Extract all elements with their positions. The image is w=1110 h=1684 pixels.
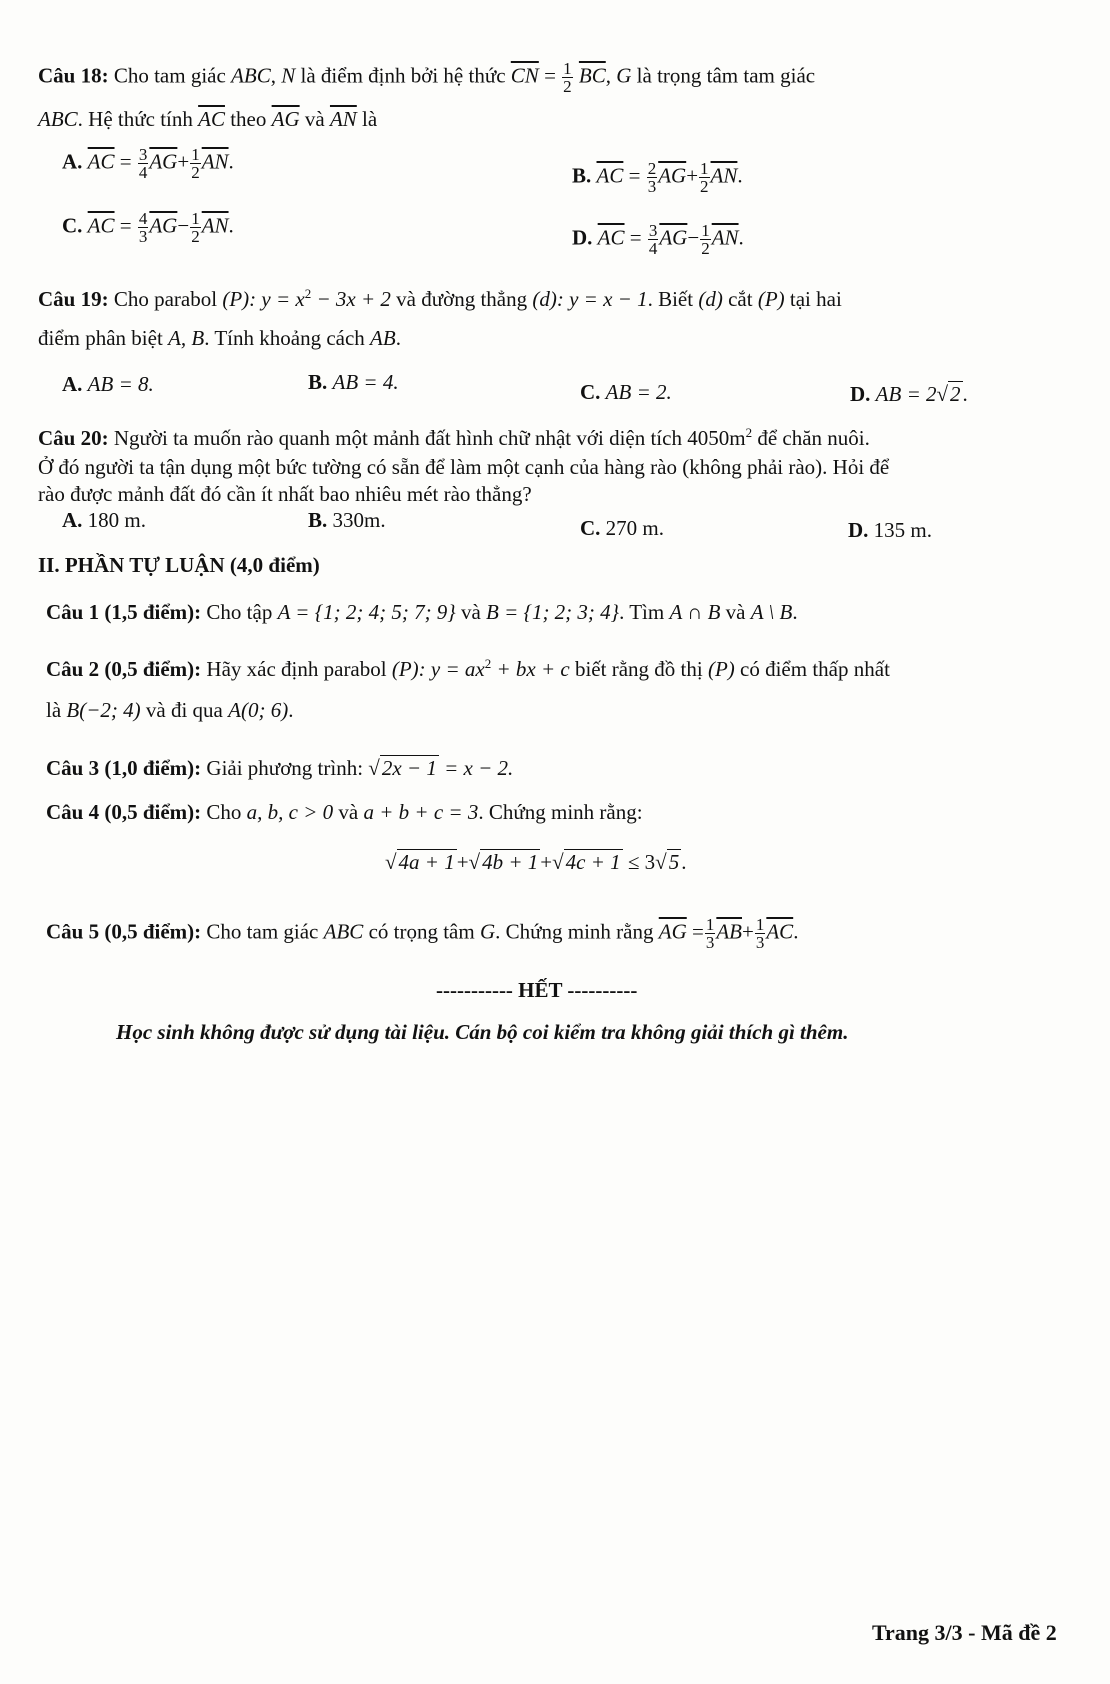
q19-eq1b: − 3x + 2 [311, 287, 391, 311]
frac-den: 2 [191, 227, 200, 246]
radicand: 4c + 1 [565, 850, 621, 874]
frac-den: 4 [648, 239, 658, 258]
q19-cat: cắt [728, 287, 753, 311]
vec-ag: $\overline{AG}$ [658, 919, 687, 944]
frac-num: 1 [701, 221, 710, 240]
e2-ptB: B(−2; 4) [66, 698, 141, 722]
vec-an: $\overline{AN}$ [201, 149, 229, 174]
q20-label: Câu 20: [38, 426, 109, 450]
q20-line2: Ở đó người ta tận dụng một bức tường có sẵn để làm một cạnh của hàng rào (không phải rào). Hỏi để [38, 455, 890, 479]
end: . [962, 382, 968, 406]
eq: = [119, 149, 132, 174]
q20-option-c [580, 516, 664, 541]
op: − [687, 225, 700, 250]
e1-va: và [460, 600, 481, 624]
option-value: 270 m. [605, 516, 665, 540]
q19-text4: tại hai [789, 287, 842, 311]
e2-line1 [46, 656, 890, 682]
e4-line1 [46, 800, 643, 825]
le: ≤ 3 [627, 850, 656, 874]
q18-vec-ag: $\overline{AG}$ [271, 107, 300, 131]
e1-label: Câu 1 (1,5 điểm): [46, 600, 202, 624]
q20-line3: rào được mảnh đất đó cần ít nhất bao nhiêu mét rào thẳng? [38, 482, 532, 506]
option-label: B. [308, 370, 328, 394]
frac [755, 916, 766, 951]
frac-num: 3 [138, 145, 148, 164]
q19-eq1: : y = x [249, 287, 305, 311]
frac-num: 1 [191, 145, 200, 164]
q20-area-sup: 2 [745, 425, 753, 440]
e5-text: Cho tam giác [206, 919, 319, 944]
q19-label: Câu 19: [38, 287, 109, 311]
frac [190, 146, 201, 181]
q20-line1 [38, 425, 870, 451]
q20-line1b: để chăn nuôi. [757, 426, 870, 450]
vec-ag: $\overline{AG}$ [658, 163, 687, 188]
e3-label: Câu 3 (1,0 điểm): [46, 756, 202, 780]
radicand: 4b + 1 [482, 850, 539, 874]
q18-g: G [616, 63, 632, 88]
q19-line2c: . [395, 326, 401, 350]
end: . [228, 149, 234, 174]
e2-line2b: và đi qua [145, 698, 223, 722]
frac-num: 1 [755, 915, 765, 934]
e4-label: Câu 4 (0,5 điểm): [46, 800, 202, 824]
e2-p: (P) [391, 657, 419, 681]
vec-ac: $\overline{AC}$ [597, 225, 625, 250]
q18-sep: , [270, 63, 276, 88]
e4-text2: . Chứng minh rằng: [478, 800, 643, 824]
end: . [737, 163, 743, 188]
e2-text: Hãy xác định parabol [206, 657, 387, 681]
radicand: 5 [668, 850, 680, 874]
op: − [177, 213, 190, 238]
q18-frac [562, 60, 573, 95]
e4-cond1: a, b, c > 0 [246, 800, 334, 824]
sqrt: √4c + 1 [552, 850, 621, 874]
option-label: A. [62, 149, 83, 174]
e1-inter: A ∩ B [669, 600, 721, 624]
q19-line2b: . Tính khoảng cách [204, 326, 365, 350]
e5-text3: . Chứng minh rằng [495, 919, 654, 944]
e2-text3: có điểm thấp nhất [740, 657, 890, 681]
q20-line1-text: Người ta muốn rào quanh một mảnh đất hình chữ nhật với diện tích [113, 426, 682, 450]
q18-text: Cho tam giác [113, 63, 226, 88]
q18-theo: theo [230, 107, 267, 131]
option-value: AB = 4. [332, 370, 399, 394]
q19-text3: . Biết [647, 287, 694, 311]
e2-eq: : y = ax [418, 657, 485, 681]
e3-line [46, 756, 513, 781]
frac-den: 3 [755, 933, 765, 952]
plus: + [456, 850, 469, 874]
q18-line2 [38, 107, 377, 132]
sqrt: √4b + 1 [468, 850, 539, 874]
exam-note: Học sinh không được sử dụng tài liệu. Cán bộ coi kiểm tra không giải thích gì thêm. [116, 1020, 849, 1044]
vec-ag: $\overline{AG}$ [149, 213, 178, 238]
frac [705, 916, 716, 951]
frac-num: 4 [138, 209, 148, 228]
q19-sq: 2 [304, 286, 312, 301]
eq: = [692, 919, 704, 944]
vec-ac: $\overline{AC}$ [87, 149, 115, 174]
frac [700, 222, 711, 257]
e4-va: và [338, 800, 359, 824]
frac-num: 2 [647, 159, 657, 178]
frac-den: 2 [191, 163, 200, 182]
option-label: C. [62, 213, 83, 238]
option-label: A. [62, 508, 83, 532]
frac [138, 210, 149, 245]
e4-cond2: a + b + c = 3 [363, 800, 479, 824]
option-label: C. [580, 380, 601, 404]
e1-setA: A = {1; 2; 4; 5; 7; 9} [277, 600, 456, 624]
vec-ab: $\overline{AB}$ [716, 919, 742, 944]
q18-option-c [62, 210, 234, 245]
q19-text: Cho parabol [113, 287, 218, 311]
q18-line2-text: . Hệ thức tính [77, 107, 193, 131]
end: . [228, 213, 234, 238]
e5-g: G [479, 919, 496, 944]
q20-option-d [848, 518, 932, 543]
option-label: B. [572, 163, 592, 188]
q20-option-b [308, 508, 386, 533]
option-value: 135 m. [873, 518, 933, 542]
q19-d2: (d) [698, 287, 723, 311]
q18-text2: là điểm định bởi hệ thức [300, 63, 506, 88]
e2-line2a: là [46, 698, 62, 722]
end: . [738, 225, 744, 250]
q18-abc2: ABC [38, 107, 78, 131]
radicand: 2x − 1 [381, 756, 437, 780]
vec-ac: $\overline{AC}$ [87, 213, 115, 238]
q18-n: N [281, 63, 296, 88]
q19-d: (d) [532, 287, 557, 311]
q19-ab-pts: A, B [168, 326, 205, 350]
q18-abc: ABC [231, 63, 271, 88]
e3-text: Giải phương trình: [206, 756, 364, 780]
e4-text: Cho [206, 800, 242, 824]
e2-line2 [46, 698, 293, 723]
e1-end: . [792, 600, 798, 624]
frac-den: 4 [138, 163, 148, 182]
q18-la: là [362, 107, 378, 131]
q18-vec-cn: $\overline{CN}$ [510, 63, 539, 88]
end: . [793, 919, 799, 944]
frac [190, 210, 201, 245]
e1-setB: B = {1; 2; 3; 4} [486, 600, 620, 624]
frac [648, 222, 659, 257]
plus: + [742, 919, 754, 944]
e5-abc: ABC [323, 919, 364, 944]
frac-num: 3 [648, 221, 658, 240]
e2-label: Câu 2 (0,5 điểm): [46, 657, 202, 681]
q19-option-a [62, 372, 154, 397]
option-value: 180 m. [87, 508, 147, 532]
q18-label: Câu 18: [38, 63, 109, 88]
q19-option-c [580, 380, 672, 405]
e1-text: Cho tập [206, 600, 273, 624]
q19-ab: AB [370, 326, 396, 350]
q18-vec-ac: $\overline{AC}$ [198, 107, 225, 131]
end-mark: ----------- HẾT ---------- [436, 978, 638, 1002]
e5-label: Câu 5 (0,5 điểm): [46, 919, 202, 944]
vec-an: $\overline{AN}$ [201, 213, 229, 238]
q20-area: 4050m [687, 426, 746, 450]
vec-ag: $\overline{AG}$ [659, 225, 688, 250]
eq: = [629, 225, 642, 250]
frac-num: 1 [705, 915, 715, 934]
frac [647, 160, 658, 195]
option-label: D. [848, 518, 869, 542]
e2-p2: (P) [707, 657, 735, 681]
q18-vec-an: $\overline{AN}$ [329, 107, 357, 131]
q18-eq: = [544, 63, 556, 88]
e2-eqb: + bx + c [491, 657, 570, 681]
e2-sq: 2 [484, 656, 492, 671]
e4-inequality [385, 850, 686, 875]
q19-p2: (P) [757, 287, 785, 311]
option-label: D. [572, 225, 593, 250]
vec-an: $\overline{AN}$ [711, 225, 739, 250]
e1-line [46, 600, 798, 625]
q19-line2 [38, 326, 401, 351]
e2-text2: biết rằng đồ thị [574, 657, 703, 681]
e2-end: . [288, 698, 294, 722]
q19-option-d [850, 382, 968, 407]
frac-num: 1 [563, 59, 572, 78]
frac-den: 2 [701, 239, 710, 258]
q18-sep2: , [605, 63, 611, 88]
frac-num: 1 [191, 209, 200, 228]
radicand: 4a + 1 [398, 850, 455, 874]
frac-den: 3 [705, 933, 715, 952]
q18-option-a [62, 146, 234, 181]
q19-eq2: : y = x − 1 [556, 287, 648, 311]
option-value: AB = 8. [87, 372, 154, 396]
eq: = [628, 163, 641, 188]
vec-ac: $\overline{AC}$ [766, 919, 794, 944]
page-footer: Trang 3/3 - Mã đề 2 [872, 1620, 1057, 1645]
e1-diff: A \ B [750, 600, 793, 624]
q18-line1 [38, 60, 815, 95]
sqrt: √2x − 1 [368, 756, 437, 780]
frac-den: 2 [700, 177, 709, 196]
frac-den: 2 [563, 77, 572, 96]
op: + [177, 149, 190, 174]
q18-option-b [572, 160, 743, 195]
vec-ac: $\overline{AC}$ [596, 163, 624, 188]
radicand: 2 [950, 382, 961, 406]
q18-vec-bc: $\overline{BC}$ [578, 63, 606, 88]
option-value: 330m. [332, 508, 386, 532]
frac [699, 160, 710, 195]
section-title: II. PHẦN TỰ LUẬN (4,0 điểm) [38, 553, 320, 577]
e1-va2: và [725, 600, 746, 624]
op: + [686, 163, 699, 188]
frac-num: 1 [700, 159, 709, 178]
option-value: AB = 2. [605, 380, 672, 404]
eq: = [119, 213, 132, 238]
frac-den: 3 [647, 177, 657, 196]
plus: + [540, 850, 553, 874]
q19-line1 [38, 286, 842, 312]
option-label: C. [580, 516, 601, 540]
sqrt: √4a + 1 [385, 850, 455, 874]
q20-option-a [62, 508, 146, 533]
frac-den: 3 [138, 227, 148, 246]
e2-ptA: A(0; 6) [228, 698, 289, 722]
sqrt: √5 [655, 850, 680, 874]
q18-option-d [572, 222, 744, 257]
q19-option-b [308, 370, 399, 395]
q19-line2a: điểm phân biệt [38, 326, 163, 350]
end: . [681, 850, 687, 874]
frac [138, 146, 149, 181]
e3-rhs: = x − 2. [444, 756, 514, 780]
option-label: B. [308, 508, 328, 532]
vec-an: $\overline{AN}$ [710, 163, 738, 188]
q19-text2: và đường thẳng [396, 287, 528, 311]
q19-p: (P) [222, 287, 250, 311]
vec-ag: $\overline{AG}$ [149, 149, 178, 174]
e5-line [46, 916, 798, 951]
q18-text3: là trọng tâm tam giác [636, 63, 816, 88]
e5-text2: có trọng tâm [368, 919, 475, 944]
sqrt: √2 [936, 382, 961, 406]
option-value: AB = 2 [875, 382, 937, 406]
q18-va: và [304, 107, 325, 131]
option-label: A. [62, 372, 83, 396]
option-label: D. [850, 382, 871, 406]
e1-text2: . Tìm [619, 600, 665, 624]
